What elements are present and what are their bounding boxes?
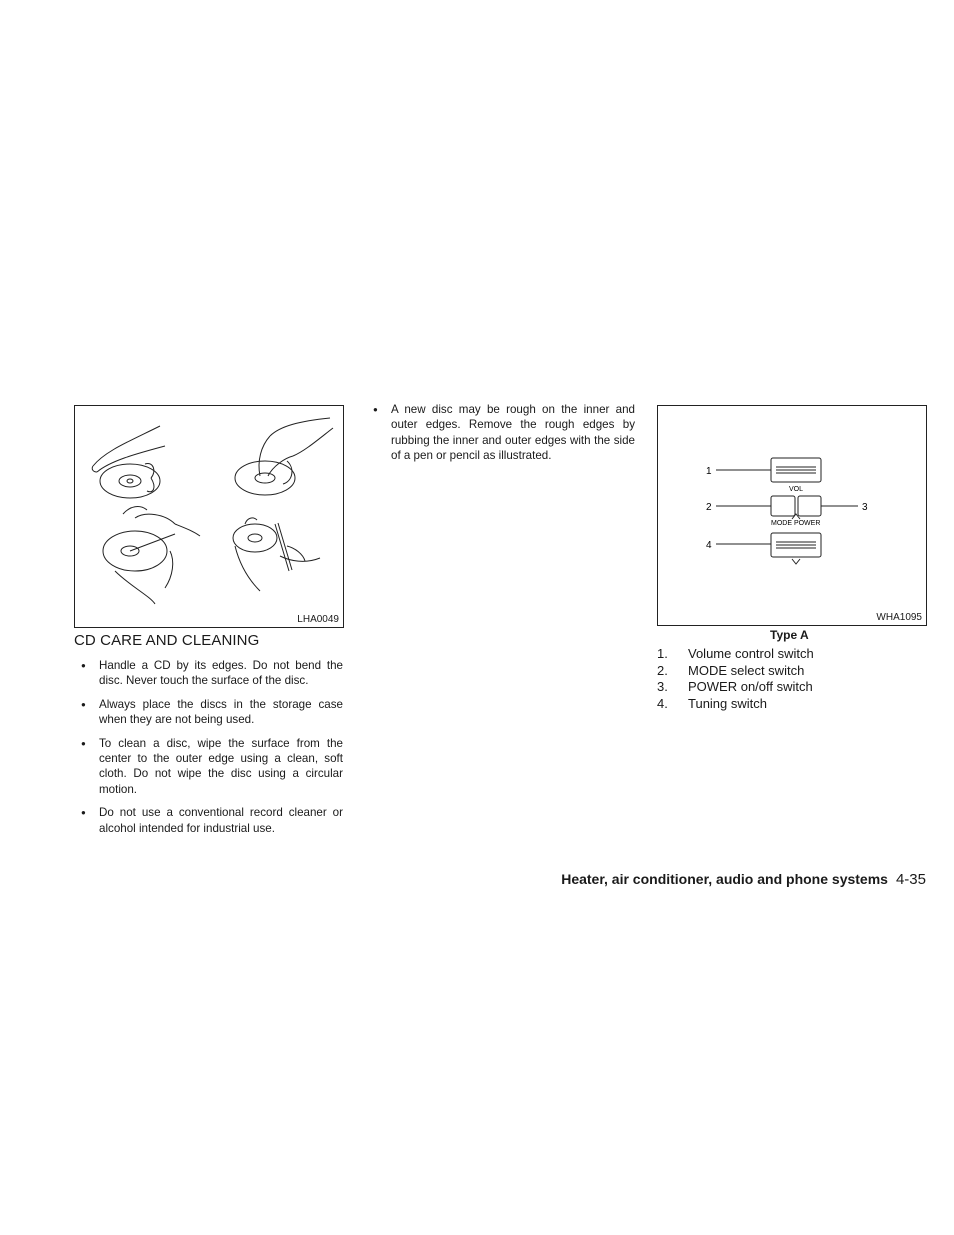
bullet-item: ● A new disc may be rough on the inner and outer edges. Remove the rough edges by rubbing the inner and outer edges with the side of a pen or pencil as illustrated. (366, 402, 635, 464)
cd-handling-illustration (75, 406, 343, 627)
list-label: Tuning switch (688, 695, 767, 711)
vol-label: VOL (789, 486, 804, 493)
figure-code-left: LHA0049 (297, 614, 339, 625)
list-number: 2. (657, 662, 668, 678)
disc-edge-bullet-list (366, 402, 635, 472)
bullet-item: ● Handle a CD by its edges. Do not bend the disc. Never touch the surface of the disc. (74, 658, 343, 689)
page-footer (561, 871, 926, 888)
callout-4: 4 (706, 540, 712, 551)
cd-handling-figure (74, 405, 344, 628)
bullet-item: ● Do not use a conventional record cleaner or alcohol intended for industrial use. (74, 805, 343, 836)
figure-caption: Type A (770, 628, 809, 642)
list-item (657, 696, 814, 713)
list-label: MODE select switch (688, 662, 805, 678)
list-number: 3. (657, 679, 668, 695)
controls-list (657, 646, 814, 712)
list-number: 4. (657, 695, 668, 711)
audio-controls-figure (657, 405, 927, 626)
list-label: Volume control switch (688, 646, 814, 661)
callout-2: 2 (706, 502, 712, 513)
mode-power-label: MODE POWER (771, 520, 821, 527)
list-item (657, 663, 814, 680)
callout-3: 3 (862, 502, 868, 513)
audio-panel-diagram (658, 406, 926, 625)
figure-code-right: WHA1095 (876, 612, 922, 623)
cd-care-bullet-list (74, 658, 343, 844)
list-item (657, 679, 814, 696)
footer-section-title: Heater, air conditioner, audio and phone systems (561, 871, 888, 887)
list-number: 1. (657, 646, 668, 661)
page-number: 4-35 (895, 871, 926, 888)
bullet-item: ● Always place the discs in the storage case when they are not being used. (74, 697, 343, 728)
callout-1: 1 (706, 466, 712, 477)
list-label: POWER on/off switch (688, 679, 813, 695)
section-heading: CD CARE AND CLEANING (74, 632, 260, 649)
list-item (657, 646, 814, 663)
bullet-item: ● To clean a disc, wipe the surface from the center to the outer edge using a clean, soft cloth. Do not wipe the disc using a circular motion. (74, 736, 343, 798)
